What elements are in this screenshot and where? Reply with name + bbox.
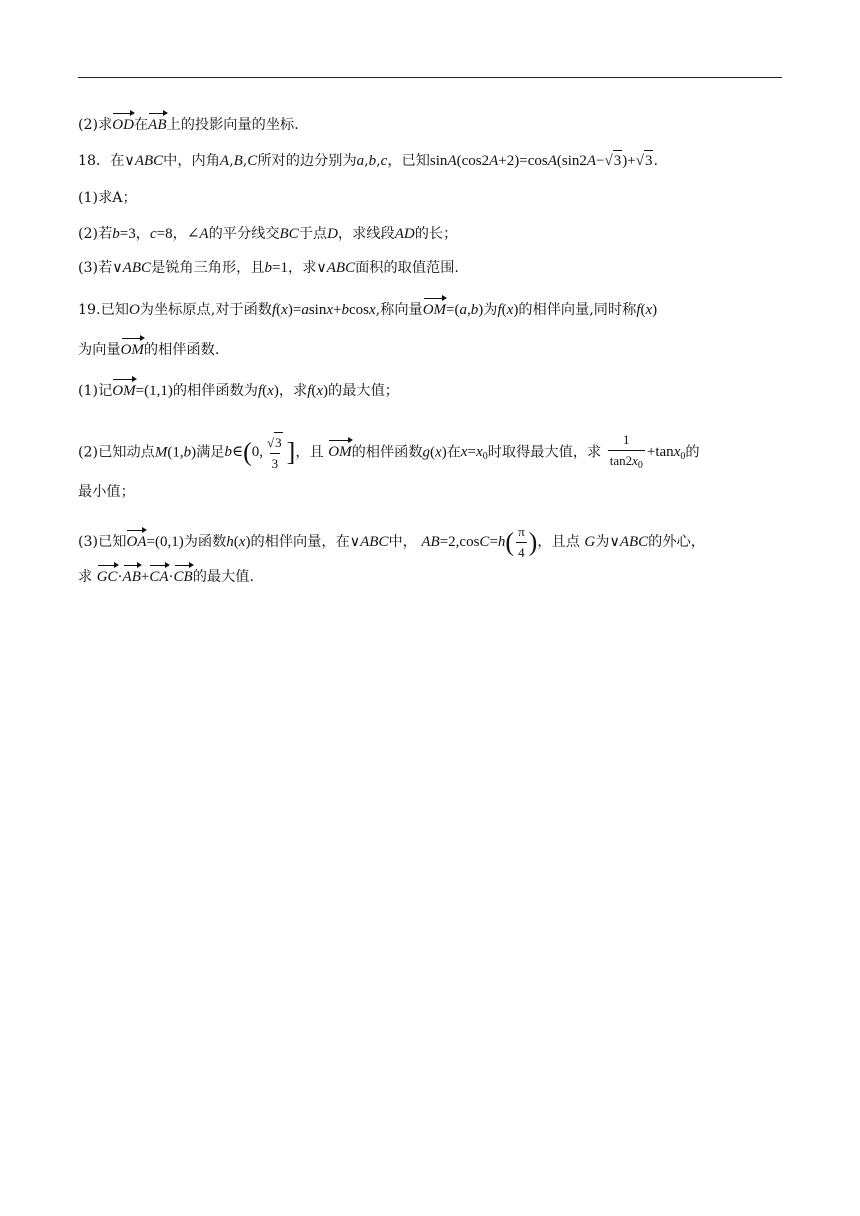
problem-19-part-2: (2)已知动点M(1,b)满足b∈(0, $\frac{√3}{3}$ ]，且 OM的相伴函数g(x)在$x=x_0$时取得最大值，求 $\frac{1}{\tan 2x_0}$ +tanx$_0$的: [78, 430, 700, 476]
problem-19-stem: 19.已知O为坐标原点,对于函数f(x)=asinx+bcosx,称向量OM=(a,b)为f(x)的相伴向量,同时称f(x): [78, 297, 657, 320]
problem-19-part-3-cont: 求 GC·AB+CA·CB的最大值.: [78, 564, 254, 587]
problem-19-part-3: (3)已知OA=(0,1)为函数h(x)的相伴向量，在∨ABC中， AB=2,cosC=h( $\frac{\pi}{4}$ )，且点 G为∨ABC的外心，: [78, 522, 705, 563]
problem-18-stem: 18．在∨ABC中，内角A,B,C所对的边分别为a,b,c，已知sinA(cos2A+2)=cosA(sin2A−√3)+√3.: [78, 150, 658, 171]
header-rule: [78, 77, 782, 78]
problem-19-part-2-cont: 最小值；: [78, 484, 135, 500]
problem-18-part-3: (3)若∨ABC是锐角三角形，且b=1，求∨ABC面积的取值范围.: [78, 260, 459, 276]
problem-18-part-2: (2)若b=3，c=8，∠A的平分线交BC于点D，求线段AD的长；: [78, 226, 458, 242]
line-17-2: (2)求OD在AB上的投影向量的坐标.: [78, 112, 299, 135]
problem-19-stem-cont: 为向量OM的相伴函数.: [78, 337, 219, 360]
problem-18-part-1: (1)求A；: [78, 190, 137, 206]
problem-19-part-1: (1)记OM=(1,1)的相伴函数为f(x)，求f(x)的最大值；: [78, 378, 399, 401]
